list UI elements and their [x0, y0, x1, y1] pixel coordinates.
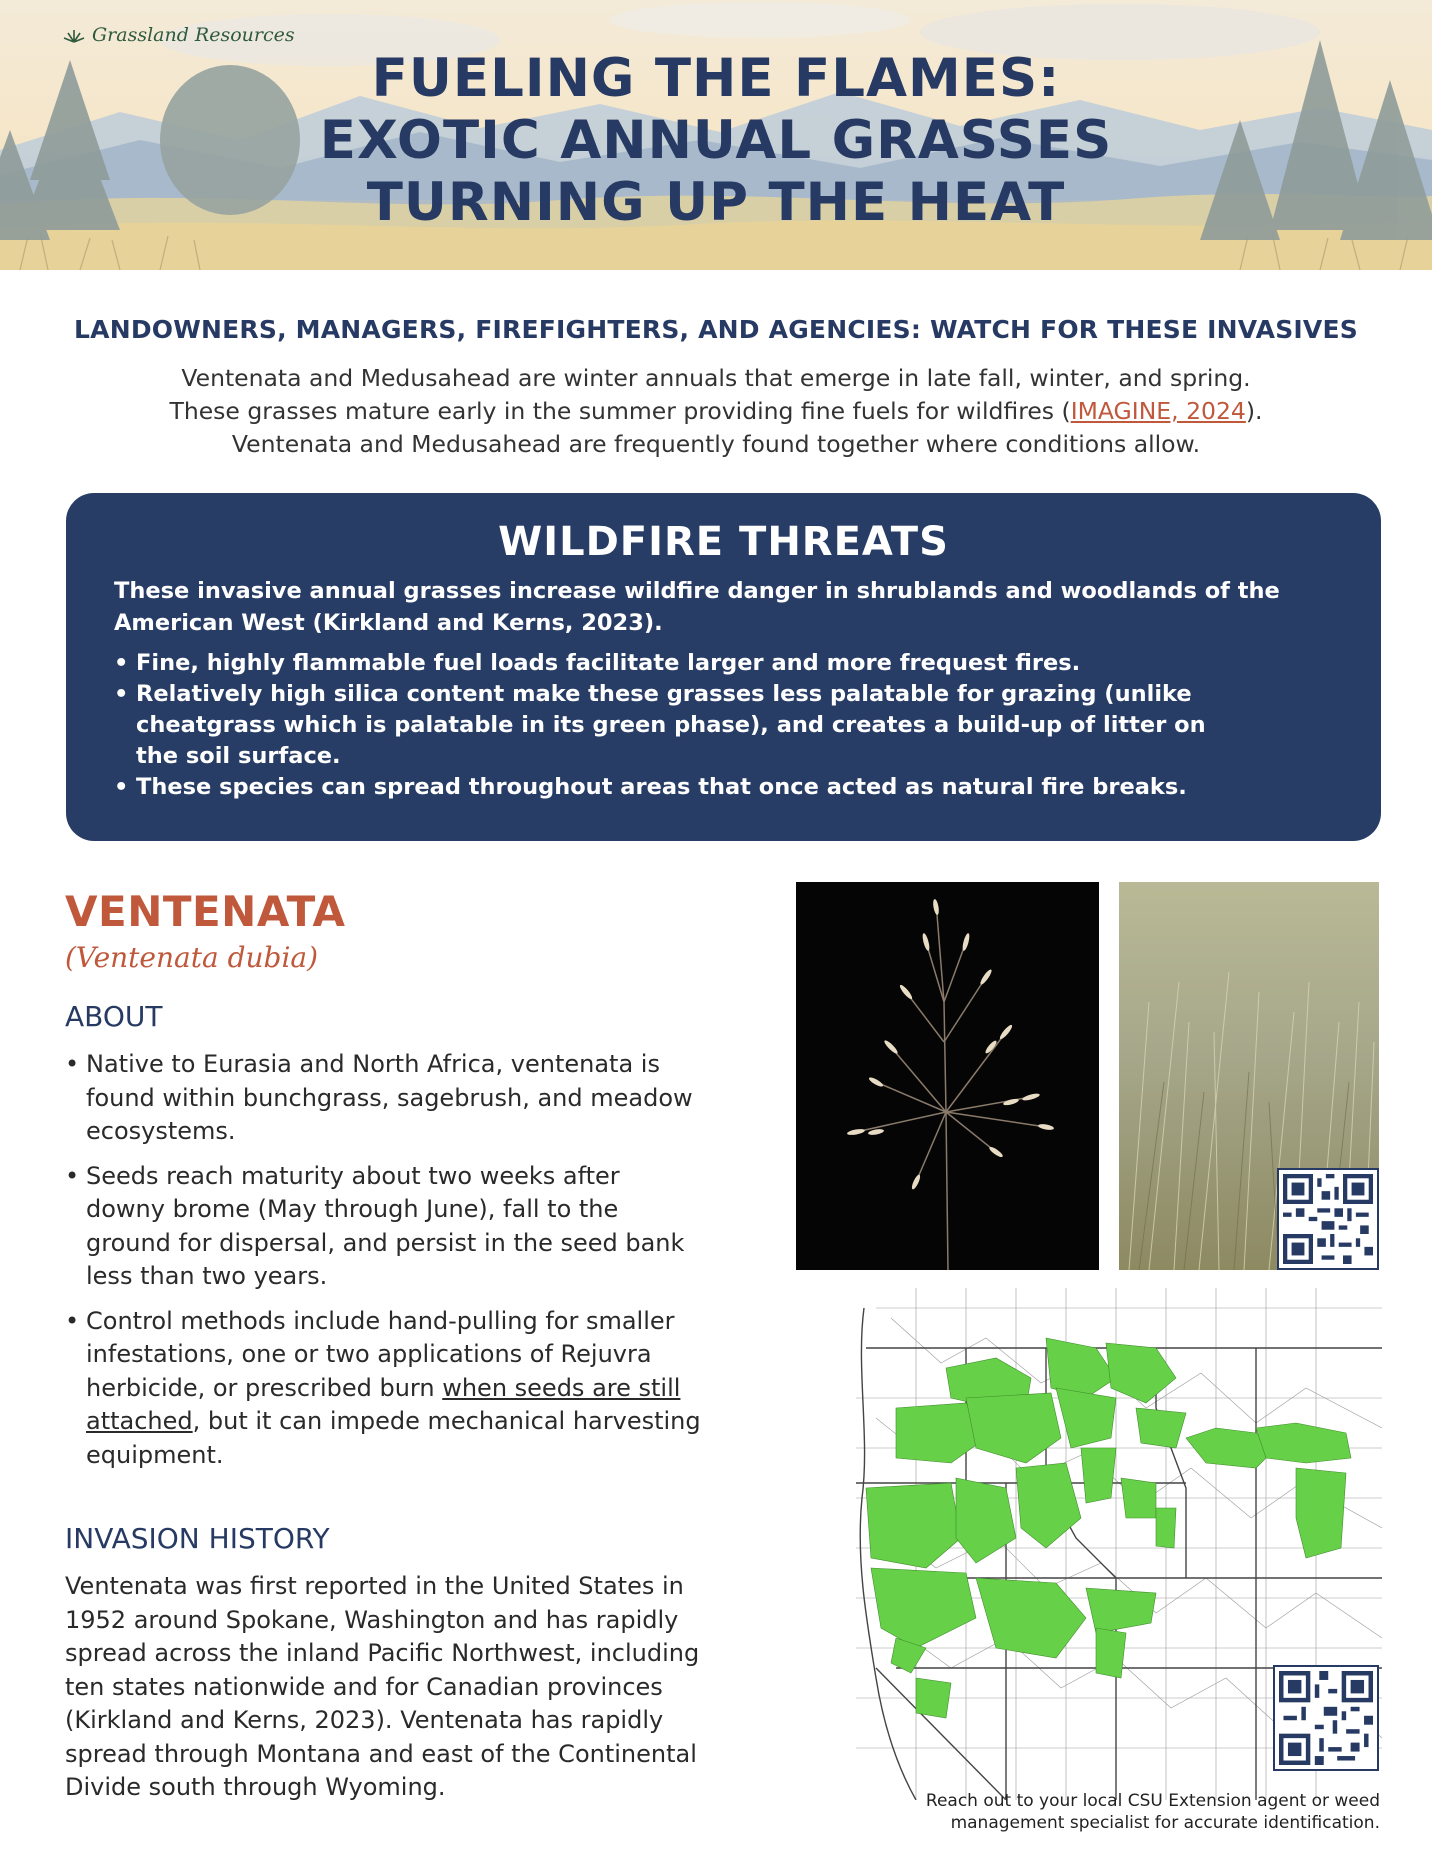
invasion-history-text: Ventenata was first reported in the United States in 1952 around Spokane, Washington and has rapidly spread across the inland Pacific Northwest, including ten states nationwide and for Canadian provinces (Kirkland and Kerns, 2023). Ventenata has rapidly spread through Montana and east of the Continental Divide south through Wyoming. — [65, 1572, 700, 1801]
wildfire-bullet: • Fine, highly flammable fuel loads facilitate larger and more frequest fires. — [114, 648, 1344, 679]
imagine-citation-link[interactable]: IMAGINE, 2024 — [1070, 397, 1246, 425]
intro-heading: LANDOWNERS, MANAGERS, FIREFIGHTERS, AND AGENCIES: WATCH FOR THESE INVASIVES — [74, 315, 1358, 344]
about-item: • Seeds reach maturity about two weeks after downy brome (May through June), fall to the ground for dispersal, and persist in the seed bank less than two years. — [65, 1160, 705, 1294]
intro-line-1: Ventenata and Medusahead are winter annuals that emerge in late fall, winter, and spring. — [181, 364, 1251, 392]
wildfire-bullet: • These species can spread throughout areas that once acted as natural fire breaks. — [114, 772, 1344, 803]
title-line-3: TURNING UP THE HEAT — [366, 172, 1066, 233]
qr-code-icon — [1283, 1174, 1373, 1264]
about-heading: ABOUT — [65, 1000, 163, 1033]
about-item: • Native to Eurasia and North Africa, ventenata is found within bunchgrass, sagebrush, and meadow ecosystems. — [65, 1048, 705, 1149]
header-banner — [0, 0, 1432, 270]
about-item-underlined: when seeds are still attached — [86, 1373, 681, 1435]
grass-icon — [62, 27, 86, 43]
qr-code[interactable] — [1277, 1168, 1379, 1270]
wildfire-bullet: • Relatively high silica content make these grasses less palatable for grazing (unlike cheatgrass which is palatable in its green phase), and creates a build-up of litter on the soil surface. — [114, 679, 1224, 772]
about-item-text-end: , but it can impede mechanical harvesting equipment. — [86, 1407, 701, 1469]
wildfire-intro: These invasive annual grasses increase wildfire danger in shrublands and woodlands of the American West (Kirkland and Kerns, 2023). — [114, 578, 1280, 636]
identification-footnote: Reach out to your local CSU Extension agent or weed management specialist for accurate identification. — [925, 1791, 1380, 1833]
brand-logo — [62, 24, 295, 46]
title-line-1: FUELING THE FLAMES: — [371, 48, 1061, 109]
brand-name: Grassland Resources — [92, 24, 295, 46]
intro-line-2-end: ). — [1245, 397, 1263, 425]
qr-code-icon — [1279, 1671, 1373, 1765]
about-list — [65, 1048, 705, 1483]
page-title — [0, 48, 1432, 234]
species-title: VENTENATA — [65, 887, 346, 936]
intro-line-3: Ventenata and Medusahead are frequently found together where conditions allow. — [231, 430, 1201, 458]
about-item — [65, 1305, 705, 1473]
wildfire-bullets — [114, 648, 1344, 803]
qr-code[interactable] — [1273, 1665, 1379, 1771]
wildfire-title: WILDFIRE THREATS — [498, 519, 949, 565]
intro-line-2-text: These grasses mature early in the summer providing fine fuels for wildfires ( — [169, 397, 1071, 425]
species-scientific-name: (Ventenata dubia) — [65, 941, 319, 974]
invasion-history-heading: INVASION HISTORY — [65, 1522, 330, 1555]
seedhead-image — [796, 882, 1099, 1270]
intro-paragraph — [110, 362, 1322, 461]
intro-line-2 — [110, 395, 1322, 428]
about-item-text: Control methods include hand-pulling for smaller infestations, one or two applications of Rejuvra herbicide, or prescribed burn — [86, 1306, 675, 1402]
wildfire-threats-box — [66, 493, 1381, 841]
ventenata-seedhead-photo — [796, 882, 1099, 1270]
title-line-2: EXOTIC ANNUAL GRASSES — [319, 110, 1113, 171]
